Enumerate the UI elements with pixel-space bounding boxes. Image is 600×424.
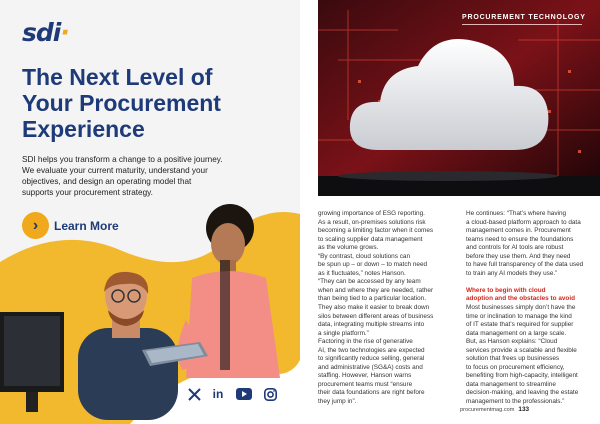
sdi-logo: sdi· (22, 18, 69, 47)
section-label: PROCUREMENT TECHNOLOGY (462, 14, 586, 21)
body-text-line: management comes in. Procurement (466, 227, 571, 235)
body-text-line: AI, the two technologies are expected (318, 346, 425, 354)
headline-line: Experience (22, 116, 145, 142)
subheading-line: Where to begin with cloud (466, 286, 546, 294)
linkedin-icon[interactable]: in (212, 387, 224, 401)
body-text-line: and controls for AI tools are robust (466, 244, 564, 252)
article-column-2 (466, 210, 594, 407)
body-text-line: before they use them. And they need (466, 252, 571, 260)
body-text-line: and administrative (SG&A) costs and (318, 363, 423, 371)
youtube-icon[interactable] (236, 386, 252, 402)
body-text-line: than being tied to a particular location. (318, 295, 427, 303)
learn-more-button[interactable] (22, 212, 119, 239)
body-text-line: to train any AI models they use.” (466, 269, 558, 277)
intro-line: objectives, and design an operating model that (22, 177, 192, 186)
intro-line: supports your procurement strategy. (22, 188, 153, 197)
body-text-line: becoming a limiting factor when it comes (318, 227, 434, 235)
computer-monitor (0, 312, 70, 422)
body-text-line: solution that frees up businesses (466, 355, 560, 363)
x-icon[interactable] (186, 386, 202, 402)
learn-more-label: Learn More (54, 218, 119, 233)
body-text-line: They also make it easier to break down (318, 304, 430, 312)
body-text-line: procurement teams must “ensure (318, 380, 413, 388)
body-text-line: “They can be accessed by any team (318, 278, 421, 286)
body-text-line: to scaling supplier data management (318, 235, 423, 243)
body-text-line: services provide a scalable and flexible (466, 346, 577, 354)
ad-intro-text (22, 154, 282, 198)
subheading-line: adoption and the obstacles to avoid (466, 295, 576, 303)
body-text-line: He continues: “That’s where having (466, 210, 567, 217)
body-text-line: Most businesses simply don’t have the (466, 304, 576, 312)
body-text-line: data management on a large scale. (466, 329, 567, 337)
body-text-line: a single platform.” (318, 329, 369, 337)
instagram-icon[interactable] (262, 386, 278, 402)
body-text-line: As a result, on-premises solutions risk (318, 218, 426, 226)
body-text-line: to have full transparency of the data used (466, 261, 584, 269)
intro-line: We evaluate your current maturity, understand your (22, 166, 208, 175)
tablet-device (140, 340, 210, 370)
body-text-line: a cloud-based platform approach to data (466, 218, 581, 226)
body-text-line: be spun up – or down – to match need (318, 261, 428, 269)
body-text-line: decision-making, and leaving the estate (466, 389, 579, 397)
footer-website: procurementmag.com (460, 407, 515, 413)
section-divider (462, 24, 582, 25)
body-text-line: growing importance of ESG reporting. (318, 210, 425, 217)
body-text-line: data management to streamline (466, 380, 556, 388)
body-text-line: they jump in”. (318, 398, 357, 406)
body-text-line (466, 278, 594, 287)
body-text-line: teams need to ensure the foundations (466, 235, 574, 243)
page-footer (460, 406, 529, 413)
headline-line: Your Procurement (22, 90, 221, 116)
body-text-line: management to the professionals.” (466, 398, 565, 406)
body-text-line: staffing. However, Hanson warns (318, 372, 412, 380)
intro-line: SDI helps you transform a change to a positive journey. (22, 155, 223, 164)
body-text-line: data, integrating multiple streams into (318, 321, 425, 329)
body-text-line: time or inclination to manage the kind (466, 312, 572, 320)
body-text-line: as the volume grows. (318, 244, 379, 252)
body-text-line: when and where they are needed, rather (318, 286, 434, 294)
body-text-line: But, as Hanson explains: “Cloud (466, 338, 558, 346)
body-text-line: Factoring in the rise of generative (318, 338, 413, 346)
body-text-line: “By contrast, cloud solutions can (318, 252, 410, 260)
headline-line: The Next Level of (22, 64, 213, 90)
ad-headline (22, 64, 292, 142)
body-text-line: as it fluctuates,” notes Hanson. (318, 269, 406, 277)
chevron-right-icon: › (22, 212, 49, 239)
cloud-technology-hero-image (318, 0, 600, 196)
body-text-line: to significantly reduce selling, general (318, 355, 425, 363)
article-column-1 (318, 210, 446, 407)
page-number: 133 (518, 406, 530, 413)
body-text-line: silos between different areas of business (318, 312, 434, 320)
body-text-line: their data foundations are right before (318, 389, 425, 397)
body-text-line: benefiting from high-capacity, intelligent (466, 372, 578, 380)
body-text-line: to focus on procurement efficiency, (466, 363, 565, 371)
body-text-line: of IT estate that’s required for supplier (466, 321, 574, 329)
